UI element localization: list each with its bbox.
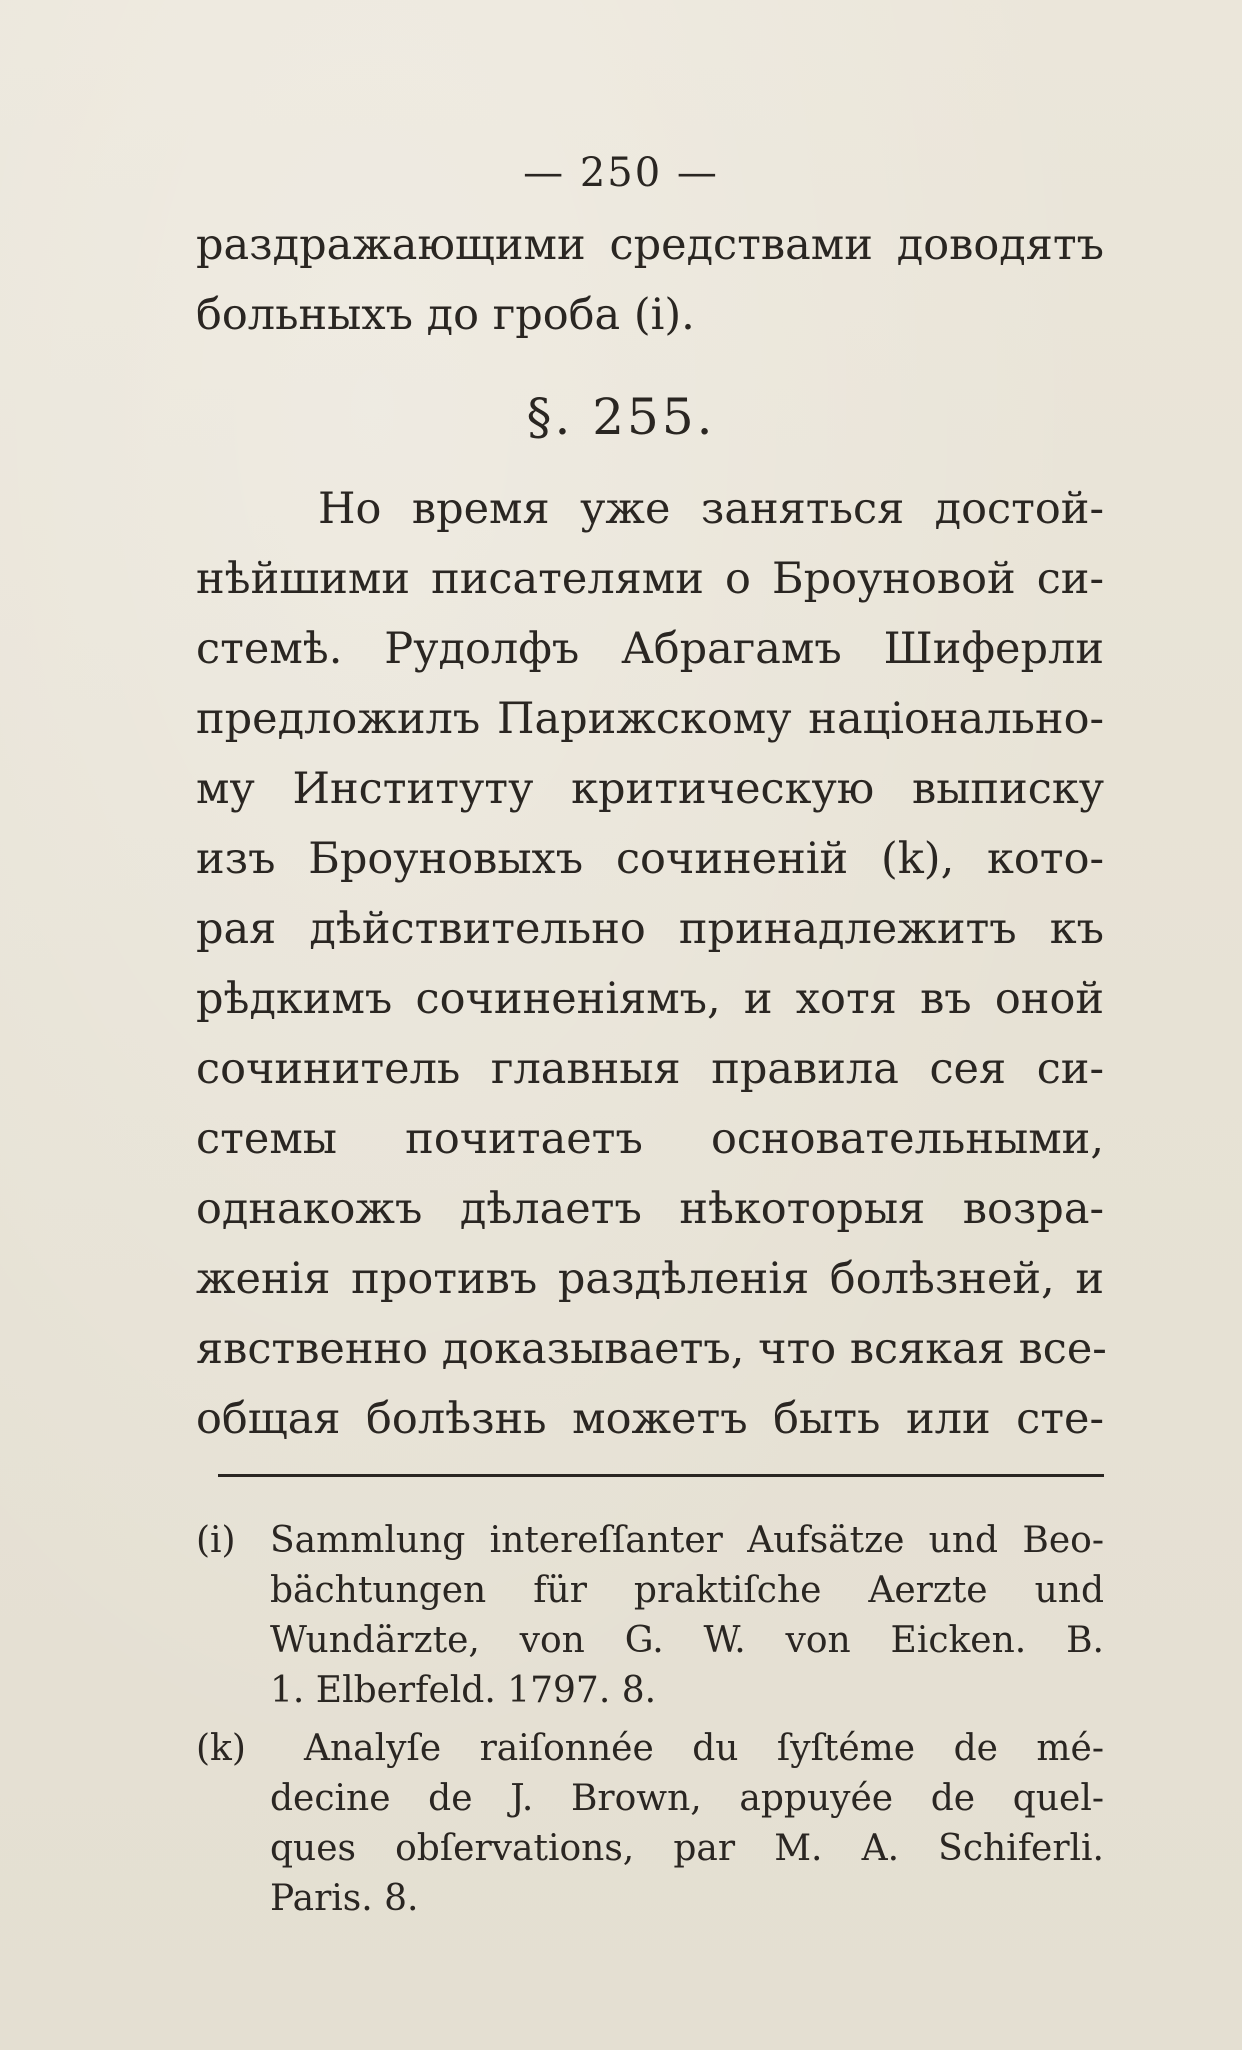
text-line-8: изъ Броуновыхъ сочиненій (k), кото- [196,834,1104,884]
footnote-i-line-3: Wundärzte, von G. W. von Eicken. B. [270,1620,1104,1661]
footnote-divider [218,1474,1104,1477]
text-line-5: стемѣ. Рудолфъ Абрагамъ Шиферли [196,624,1104,674]
text-line-1: раздражающими средствами доводятъ [196,220,1104,270]
text-line-15: явственно доказываетъ, что всякая все- [196,1324,1107,1374]
text-line-7: му Институту критическую выписку [196,764,1104,814]
footnote-k-line-2: decine de J. Brown, appuyée de quel- [270,1778,1104,1819]
text-line-2: больныхъ до гроба (i). [196,290,695,340]
footnote-i-line-2: bächtungen für praktiſche Aerzte und [270,1570,1104,1611]
section-heading: §. 255. [526,388,716,446]
footnote-i-line-4: 1. Elberfeld. 1797. 8. [270,1670,657,1711]
footnote-mark-i: (i) [196,1520,236,1561]
footnote-i-line-1: Sammlung intereſſanter Aufsätze und Beo- [270,1520,1104,1561]
footnote-k-line-4: Paris. 8. [270,1878,419,1919]
text-line-13: однакожъ дѣлаетъ нѣкоторыя возра- [196,1184,1104,1234]
page-number: — 250 — [523,150,719,196]
text-line-10: рѣдкимъ сочиненіямъ, и хотя въ оной [196,974,1104,1024]
footnote-k-line-3: ques obſervations, par M. A. Schiferli. [270,1828,1104,1869]
text-line-12: стемы почитаетъ основательными, [196,1114,1104,1164]
text-line-16: общая болѣзнь можетъ быть или сте- [196,1394,1104,1444]
text-line-9: рая дѣйствительно принадлежитъ къ [196,904,1104,954]
text-line-4: нѣйшими писателями о Броуновой си- [196,554,1104,604]
footnote-mark-k: (k) [196,1728,246,1769]
text-line-14: женія противъ раздѣленія болѣзней, и [196,1254,1104,1304]
text-line-3: Но время уже заняться достой- [318,484,1104,534]
text-line-6: предложилъ Парижскому національно- [196,694,1104,744]
text-line-11: сочинитель главныя правила сея си- [196,1044,1104,1094]
footnote-k-line-1: Analyſe raiſonnée du ſyſtéme de mé- [304,1728,1104,1769]
